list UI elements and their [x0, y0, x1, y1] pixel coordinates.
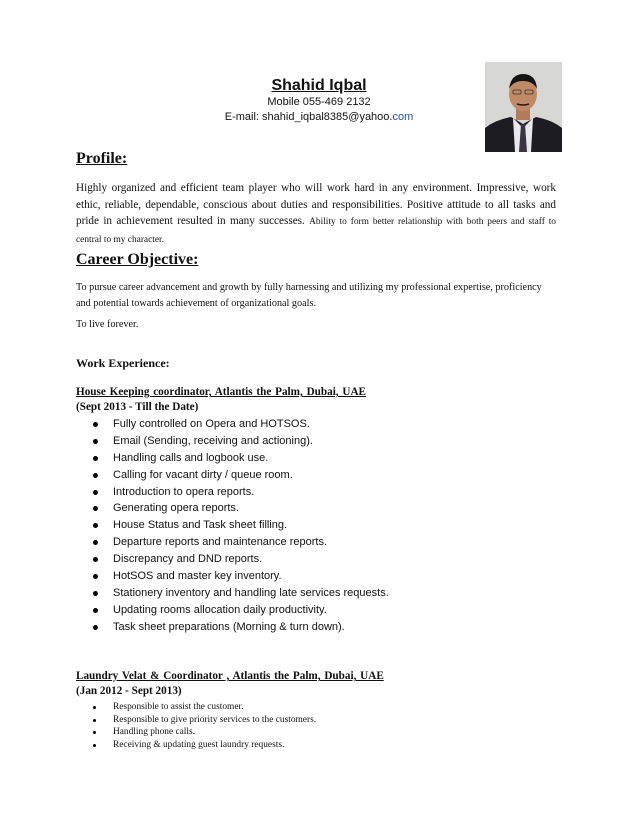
list-item: Introduction to opera reports. — [90, 484, 389, 501]
job-duties-list — [90, 416, 389, 636]
bullet-icon — [93, 473, 98, 478]
work-experience-heading: Work Experience: — [76, 356, 170, 370]
bullet-icon — [93, 719, 96, 722]
bullet-icon — [93, 523, 98, 528]
mobile-number: Mobile 055-469 2132 — [267, 96, 371, 108]
job-dates: (Jan 2012 - Sept 2013) — [76, 685, 182, 697]
bullet-icon — [93, 456, 98, 461]
candidate-name: Shahid Iqbal — [271, 77, 367, 94]
list-item: Calling for vacant dirty / queue room. — [90, 467, 389, 484]
bullet-icon — [93, 540, 98, 545]
list-item: Updating rooms allocation daily productivity. — [90, 602, 389, 619]
list-item: Fully controlled on Opera and HOTSOS. — [90, 416, 389, 433]
career-objective-secondary: To live forever. — [76, 319, 139, 330]
list-item: Stationery inventory and handling late services requests. — [90, 585, 389, 602]
profile-photo — [485, 62, 562, 152]
career-objective-paragraph: To pursue career advancement and growth by fully harnessing and utilizing my professional expertise, proficiency and potential towards achievement of organizational goals. — [76, 282, 542, 309]
profile-paragraph — [76, 180, 556, 248]
list-item: Task sheet preparations (Morning & turn down). — [90, 619, 389, 636]
list-item: Email (Sending, receiving and actioning). — [90, 433, 389, 450]
bullet-icon — [93, 744, 96, 747]
job-duties-list — [90, 701, 316, 752]
list-item: Departure reports and maintenance reports. — [90, 534, 389, 551]
list-item: Generating opera reports. — [90, 500, 389, 517]
bullet-icon — [93, 706, 96, 709]
bullet-icon — [93, 439, 98, 444]
career-objective-heading: Career Objective: — [76, 251, 199, 268]
list-item: Receiving & updating guest laundry requests. — [90, 739, 316, 752]
list-item: Responsible to assist the customer. — [90, 701, 316, 714]
profile-text-small: Ability to form better relationship with both peers and staff to central to my character. — [76, 217, 556, 245]
bullet-icon — [93, 591, 98, 596]
bullet-icon — [93, 608, 98, 613]
profile-text: Highly organized and efficient team player who will work hard in any environment. Impressive, work ethic, reliable, dependable, conscious about duties and responsibilities. Positive attitude to all tasks and pride in achievement resulted in many successes. — [76, 182, 556, 227]
job-dates: (Sept 2013 - Till the Date) — [76, 401, 199, 413]
bullet-icon — [93, 574, 98, 579]
email-text: E-mail: shahid_iqbal8385@yahoo. — [224, 111, 393, 123]
email-domain-suffix: com — [392, 111, 414, 123]
job-title: House Keeping coordinator, Atlantis the Palm, Dubai, UAE — [76, 386, 367, 398]
list-item: Handling calls and logbook use. — [90, 450, 389, 467]
list-item: House Status and Task sheet filling. — [90, 517, 389, 534]
bullet-icon — [93, 731, 96, 734]
job-title: Laundry Velat & Coordinator , Atlantis the Palm, Dubai, UAE — [76, 670, 384, 682]
profile-photo-image — [485, 62, 562, 152]
bullet-icon — [93, 625, 98, 630]
list-item: Handling phone calls. — [90, 726, 316, 739]
list-item: HotSOS and master key inventory. — [90, 568, 389, 585]
bullet-icon — [93, 422, 98, 427]
list-item: Discrepancy and DND reports. — [90, 551, 389, 568]
profile-heading: Profile: — [76, 150, 128, 167]
bullet-icon — [93, 557, 98, 562]
list-item: Responsible to give priority services to the customers. — [90, 714, 316, 727]
bullet-icon — [93, 490, 98, 495]
bullet-icon — [93, 506, 98, 511]
